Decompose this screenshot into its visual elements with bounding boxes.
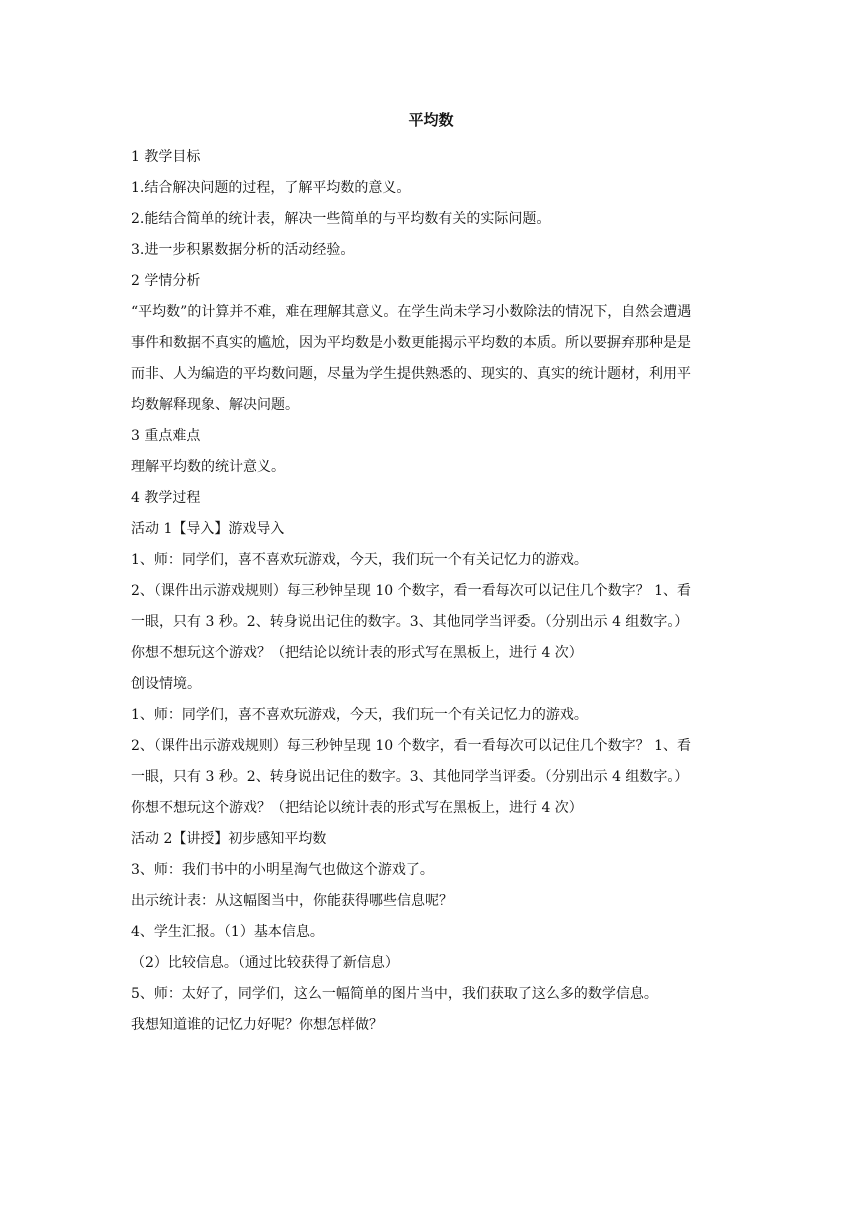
- process-line: 5、师：太好了，同学们，这么一幅简单的图片当中，我们获取了这么多的数学信息。: [131, 986, 658, 1002]
- goal-item-2: 2.能结合简单的统计表，解决一些简单的与平均数有关的实际问题。: [131, 211, 551, 227]
- process-line: 你想不想玩这个游戏？（把结论以统计表的形式写在黑板上，进行 4 次）: [131, 645, 583, 661]
- activity-2-heading: 活动 2【讲授】初步感知平均数: [131, 831, 327, 847]
- goal-item-3: 3.进一步积累数据分析的活动经验。: [131, 242, 355, 258]
- process-line: 一眼，只有 3 秒。2、转身说出记住的数字。3、其他同学当评委。（分别出示 4 组数字。）: [131, 614, 689, 630]
- process-line: 2、（课件出示游戏规则）每三秒钟呈现 10 个数字，看一看每次可以记住几个数字？ 1、看: [131, 738, 691, 754]
- process-line: 4、学生汇报。（1）基本信息。: [131, 924, 324, 940]
- analysis-line-2: 事件和数据不真实的尴尬，因为平均数是小数更能揭示平均数的本质。所以要摒弃那种是是: [131, 335, 691, 351]
- goal-item-1: 1.结合解决问题的过程，了解平均数的意义。: [131, 180, 411, 196]
- process-line: 2、（课件出示游戏规则）每三秒钟呈现 10 个数字，看一看每次可以记住几个数字？ 1、看: [131, 583, 691, 599]
- section-heading-teaching-process: 4 教学过程: [131, 490, 201, 506]
- process-line: 1、师：同学们，喜不喜欢玩游戏，今天，我们玩一个有关记忆力的游戏。: [131, 552, 588, 568]
- process-line: 创设情境。: [131, 676, 201, 692]
- process-line: 我想知道谁的记忆力好呢？你想怎样做？: [131, 1017, 383, 1033]
- analysis-line-1: “平均数”的计算并不难，难在理解其意义。在学生尚未学习小数除法的情况下，自然会遭遇: [131, 304, 692, 320]
- analysis-line-3: 而非、人为编造的平均数问题，尽量为学生提供熟悉的、现实的、真实的统计题材，利用平: [131, 366, 691, 382]
- section-heading-teaching-goals: 1 教学目标: [131, 149, 201, 165]
- process-line: （2）比较信息。（通过比较获得了新信息）: [131, 955, 399, 971]
- key-point-text: 理解平均数的统计意义。: [131, 459, 285, 475]
- document-body: [131, 110, 731, 1041]
- section-heading-student-analysis: 2 学情分析: [131, 273, 201, 289]
- process-line: 一眼，只有 3 秒。2、转身说出记住的数字。3、其他同学当评委。（分别出示 4 组数字。）: [131, 769, 689, 785]
- process-line: 3、师：我们书中的小明星淘气也做这个游戏了。: [131, 862, 434, 878]
- process-line: 出示统计表：从这幅图当中，你能获得哪些信息呢？: [131, 893, 453, 909]
- process-line: 1、师：同学们，喜不喜欢玩游戏，今天，我们玩一个有关记忆力的游戏。: [131, 707, 588, 723]
- process-line: 你想不想玩这个游戏？（把结论以统计表的形式写在黑板上，进行 4 次）: [131, 800, 583, 816]
- document-title: 平均数: [408, 111, 454, 129]
- section-heading-key-points: 3 重点难点: [131, 428, 201, 444]
- analysis-line-4: 均数解释现象、解决问题。: [131, 397, 299, 413]
- activity-1-heading: 活动 1【导入】游戏导入: [131, 521, 285, 537]
